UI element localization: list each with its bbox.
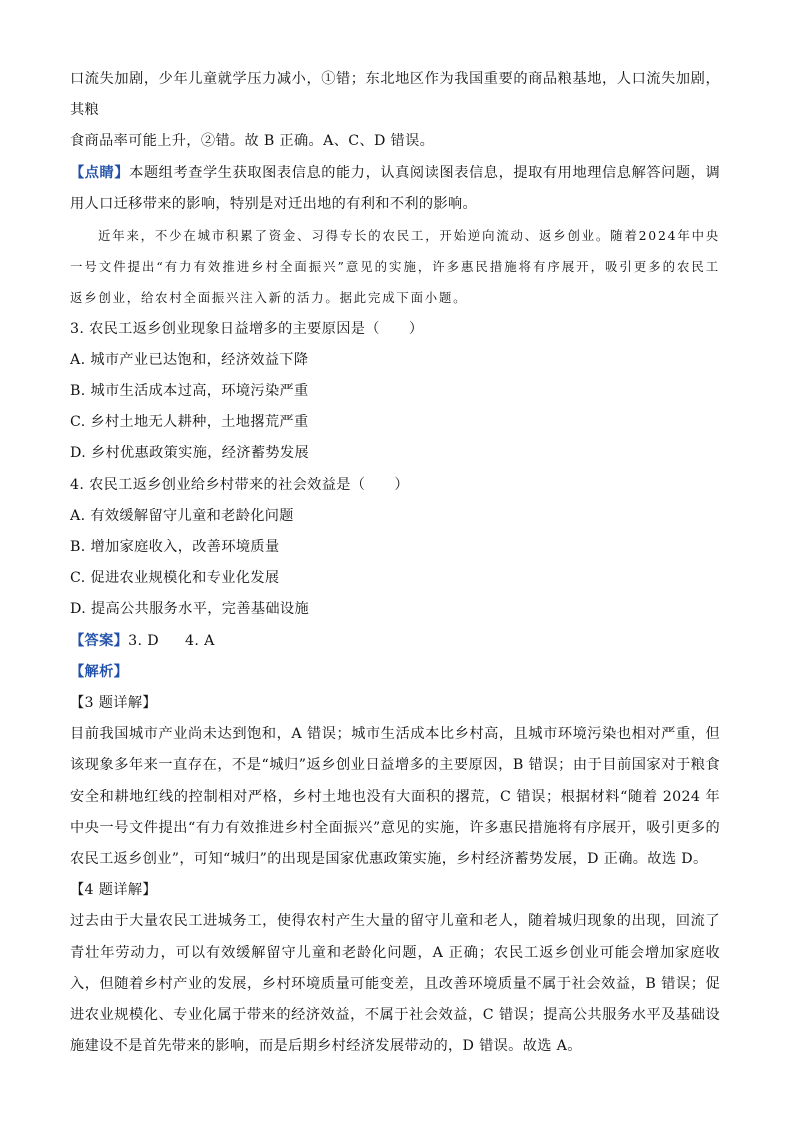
question-3-option-d: D. 乡村优惠政策实施，经济蓄势发展 [70, 445, 310, 462]
question-4-option-b: B. 增加家庭收入，改善环境质量 [70, 539, 280, 556]
reading-passage: 近年来，不少在城市积累了资金、习得专长的农民工，开始逆向流动、返乡创业。随着2024年中央一号文件提出“有力有效推进乡村全面振兴”意见的实施，许多惠民措施将有序展开，吸引更多的农民工返乡创业，给农村全面振兴注入新的活力。据此完成下面小题。 [70, 228, 720, 306]
answer-line [70, 626, 720, 657]
question-4-option-d: D. 提高公共服务水平，完善基础设施 [70, 601, 310, 618]
question-3-option-c: C. 乡村土地无人耕种，土地撂荒严重 [70, 414, 309, 431]
document-page [70, 64, 720, 1063]
prev-explanation-line-2: 食商品率可能上升，②错。故 B 正确。A、C、D 错误。 [70, 133, 435, 150]
detail-4-label: 【4 题详解】 [70, 882, 157, 899]
point-paragraph [70, 158, 720, 220]
question-3-option-a: A. 城市产业已达饱和，经济效益下降 [70, 351, 309, 368]
answer-3: 3. D [128, 632, 159, 649]
answer-label: 【答案】 [70, 632, 129, 649]
detail-3-label: 【3 题详解】 [70, 695, 157, 712]
point-label: 【点睛】 [70, 164, 130, 181]
analysis-label: 【解析】 [70, 663, 129, 680]
question-3-stem: 3. 农民工返乡创业现象日益增多的主要原因是（ ） [70, 320, 424, 337]
prev-explanation-line-1: 口流失加剧，少年儿童就学压力减小，①错；东北地区作为我国重要的商品粮基地，人口流失加剧，其粮 [70, 71, 720, 119]
question-4-option-a: A. 有效缓解留守儿童和老龄化问题 [70, 507, 294, 524]
question-4-option-c: C. 促进农业规模化和专业化发展 [70, 570, 280, 587]
detail-4-text: 过去由于大量农民工进城务工，使得农村产生大量的留守儿童和老人，随着城归现象的出现，回流了青壮年劳动力，可以有效缓解留守儿童和老龄化问题，A 正确；农民工返乡创业可能会增加家庭收入，但随着乡村产业的发展，乡村环境质量可能变差，且改善环境质量不属于社会效益，B 错误；促进农业规模化、专业化属于带来的经济效益，不属于社会效益，C 错误；提高公共服务水平及基础设施建设不是首先带来的影响，而是后期乡村经济发展带动的，D 错误。故选 A。 [70, 913, 720, 1055]
question-4-stem: 4. 农民工返乡创业给乡村带来的社会效益是（ ） [70, 476, 409, 493]
detail-3-text: 目前我国城市产业尚未达到饱和，A 错误；城市生活成本比乡村高，且城市环境污染也相对严重，但该现象多年来一直存在，不是“城归”返乡创业日益增多的主要原因，B 错误；由于目前国家对于粮食安全和耕地红线的控制相对严格，乡村土地也没有大面积的撂荒，C 错误；根据材料“随着 2024 年中央一号文件提出“有力有效推进乡村全面振兴”意见的实施，许多惠民措施将有序展开，吸引更多的农民工返乡创业”，可知“城归”的出现是国家优惠政策实施，乡村经济蓄势发展，D 正确。故选 D。 [70, 726, 720, 868]
point-text: 本题组考查学生获取图表信息的能力，认真阅读图表信息，提取有用地理信息解答问题，调用人口迁移带来的影响，特别是对迁出地的有利和不利的影响。 [70, 164, 720, 212]
answer-4: 4. A [184, 632, 215, 649]
question-3-option-b: B. 城市生活成本过高，环境污染严重 [70, 383, 309, 400]
